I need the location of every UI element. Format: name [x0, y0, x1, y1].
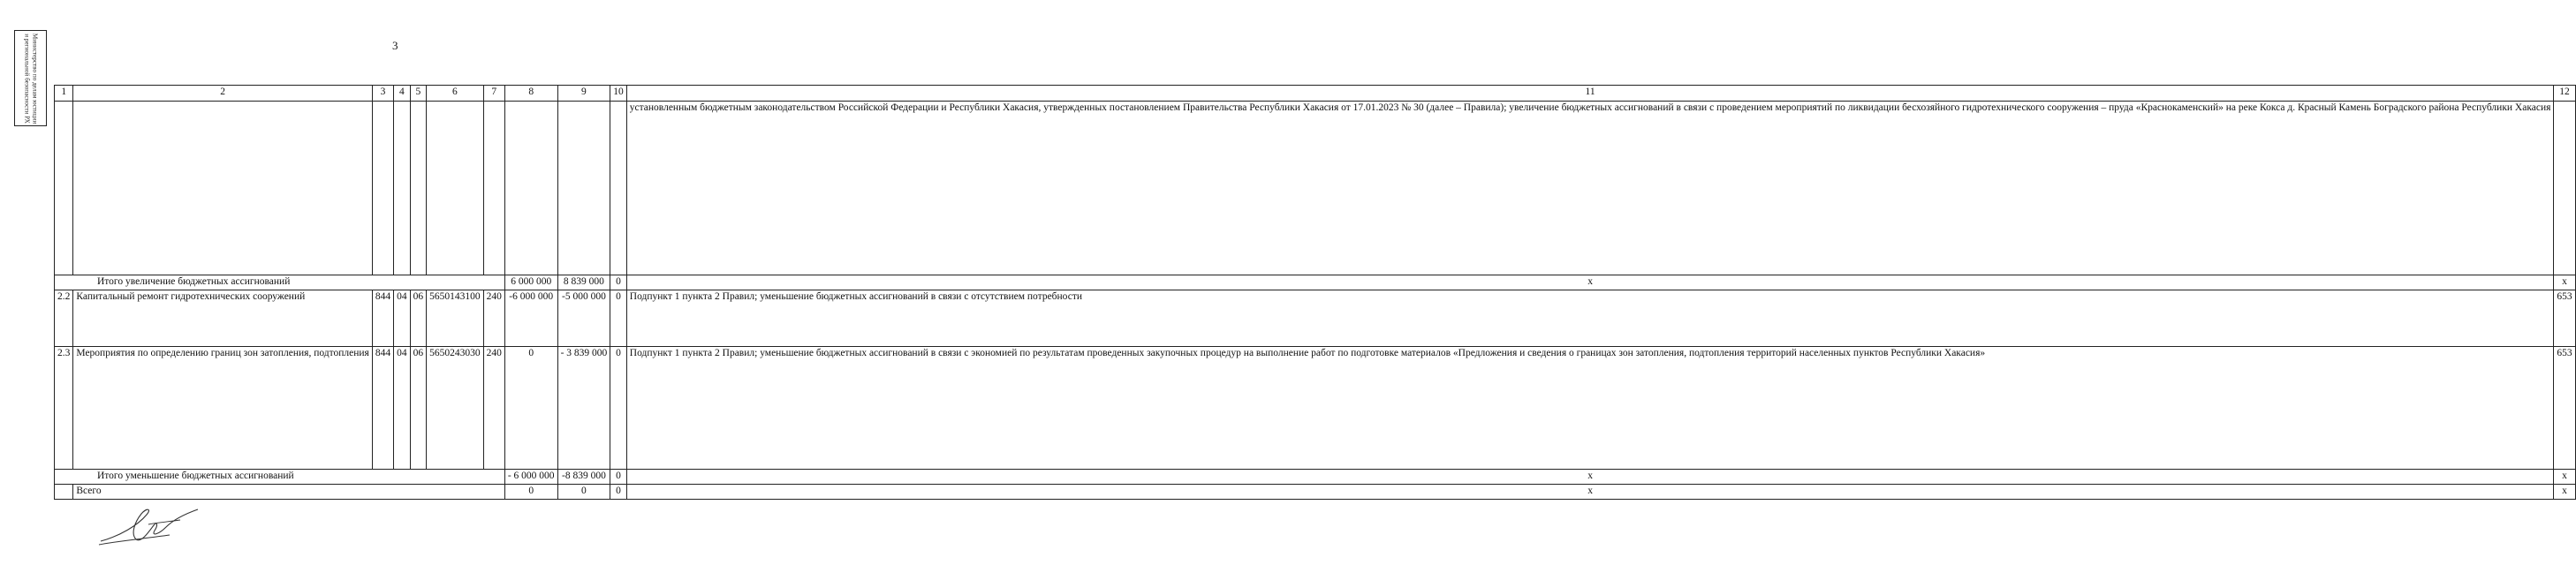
grand-total-col10: 0 — [610, 485, 627, 500]
grand-total-col11: х — [626, 485, 2554, 500]
row-c6: 5650143100 — [427, 290, 484, 347]
row-c8: -6 000 000 — [504, 290, 557, 347]
row-c5: 06 — [410, 290, 427, 347]
table-row — [55, 347, 2576, 470]
total-decrease-label: Итого уменьшение бюджетных ассигнований — [55, 470, 505, 485]
row-number: 2.3 — [55, 347, 73, 470]
budget-table — [54, 85, 2576, 500]
table-row — [55, 290, 2576, 347]
row-name: Капитальный ремонт гидротехнических сооружений — [73, 290, 372, 347]
row-c10: 0 — [610, 347, 627, 470]
total-increase-col8: 6 000 000 — [504, 275, 557, 290]
grand-total-col8: 0 — [504, 485, 557, 500]
header-cell: 10 — [610, 86, 627, 102]
row-number: 2.2 — [55, 290, 73, 347]
row-c12: 653 — [2554, 347, 2575, 470]
grand-total-col9: 0 — [557, 485, 610, 500]
total-increase-col10: 0 — [610, 275, 627, 290]
header-cell: 3 — [372, 86, 393, 102]
justification-cell: установленным бюджетным законодательством Российской Федерации и Республики Хакасия, утвержденных постановлением Правительства Республики Хакасия от 17.01.2023 № 30 (далее – Правила); увеличение бюджетных ассигнований в связи с проведением мероприятий по ликвидации бесхозяйного гидротехнического сооружения – пруда «Краснокаменский» на реке Кокса д. Красный Камень Боградского района Республики Хакасия — [626, 102, 2554, 275]
total-decrease-col8: - 6 000 000 — [504, 470, 557, 485]
row-c12: 653 — [2554, 290, 2575, 347]
header-row — [55, 86, 2576, 102]
total-increase-col11: х — [626, 275, 2554, 290]
row-c7: 240 — [483, 347, 504, 470]
header-cell: 9 — [557, 86, 610, 102]
page-number: 3 — [392, 39, 398, 52]
total-increase-col12: х — [2554, 275, 2575, 290]
row-c6: 5650243030 — [427, 347, 484, 470]
total-increase-label: Итого увеличение бюджетных ассигнований — [55, 275, 505, 290]
row-c9: - 3 839 000 — [557, 347, 610, 470]
row-c8: 0 — [504, 347, 557, 470]
header-cell: 2 — [73, 86, 372, 102]
header-cell: 12 — [2554, 86, 2575, 102]
total-decrease-col11: х — [626, 470, 2554, 485]
total-decrease-col12: х — [2554, 470, 2575, 485]
row-c3: 844 — [372, 347, 393, 470]
ministry-stamp — [14, 30, 47, 126]
header-cell: 6 — [427, 86, 484, 102]
header-cell: 4 — [394, 86, 411, 102]
header-cell: 8 — [504, 86, 557, 102]
row-c9: -5 000 000 — [557, 290, 610, 347]
grand-total-row — [55, 485, 2576, 500]
row-c10: 0 — [610, 290, 627, 347]
header-cell: 7 — [483, 86, 504, 102]
stamp-text: Министерство по делам юстиции и региональной безопасности РХ — [23, 33, 39, 124]
continuation-row — [55, 102, 2576, 275]
row-c3: 844 — [372, 290, 393, 347]
total-decrease-row — [55, 470, 2576, 485]
header-cell: 1 — [55, 86, 73, 102]
total-increase-col9: 8 839 000 — [557, 275, 610, 290]
row-justification: Подпункт 1 пункта 2 Правил; уменьшение бюджетных ассигнований в связи с экономией по результатам проведенных закупочных процедур на выполнение работ по подготовке материалов «Предложения и сведения о границах зон затопления, подтопления территорий населенных пунктов Республики Хакасия» — [626, 347, 2554, 470]
header-cell: 5 — [410, 86, 427, 102]
row-justification: Подпункт 1 пункта 2 Правил; уменьшение бюджетных ассигнований в связи с отсутствием потребности — [626, 290, 2554, 347]
row-name: Мероприятия по определению границ зон затопления, подтопления — [73, 347, 372, 470]
total-decrease-col10: 0 — [610, 470, 627, 485]
row-c4: 04 — [394, 347, 411, 470]
row-c5: 06 — [410, 347, 427, 470]
grand-total-col12: х — [2554, 485, 2575, 500]
handwritten-signature — [95, 506, 201, 548]
total-increase-row — [55, 275, 2576, 290]
grand-total-label: Всего — [73, 485, 504, 500]
row-c4: 04 — [394, 290, 411, 347]
header-cell: 11 — [626, 86, 2554, 102]
total-decrease-col9: -8 839 000 — [557, 470, 610, 485]
row-c7: 240 — [483, 290, 504, 347]
